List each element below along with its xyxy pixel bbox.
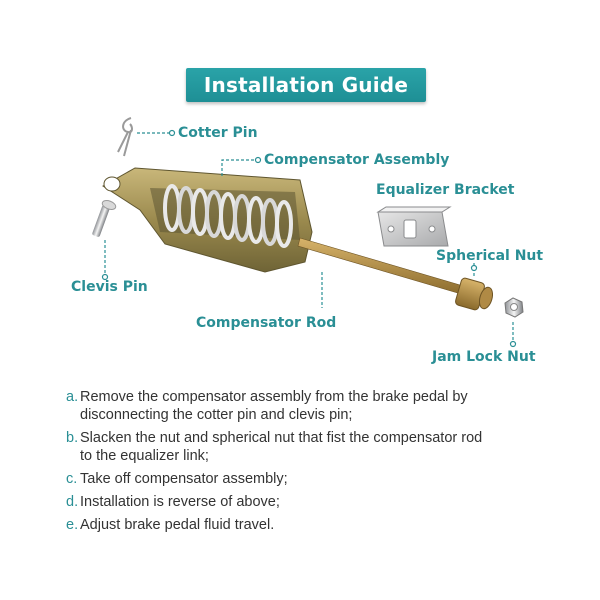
step-e <box>66 516 586 534</box>
label-equalizer-bracket: Equalizer Bracket <box>376 182 515 198</box>
instruction-steps <box>66 388 586 539</box>
step-text-line: Adjust brake pedal fluid travel. <box>80 517 275 533</box>
compensator-rod-illustration <box>298 238 470 296</box>
step-letter: d. <box>66 494 79 510</box>
label-spherical-nut: Spherical Nut <box>436 248 544 264</box>
step-text-line: Slacken the nut and spherical nut that fist the compensator rod <box>80 430 483 446</box>
page-title: Installation Guide <box>203 73 409 97</box>
cotter-pin-illustration <box>118 118 132 156</box>
step-text-line: Installation is reverse of above; <box>80 494 280 510</box>
step-letter: b. <box>66 430 79 446</box>
label-compensator-rod: Compensator Rod <box>196 315 337 331</box>
spherical-nut-illustration <box>455 277 495 311</box>
step-text-line: Take off compensator assembly; <box>80 471 288 487</box>
label-jam-lock-nut: Jam Lock Nut <box>432 349 536 365</box>
label-compensator-assembly: Compensator Assembly <box>264 152 450 168</box>
compensator-assembly-illustration <box>103 168 312 272</box>
equalizer-bracket-illustration <box>378 207 450 246</box>
step-a <box>66 388 586 424</box>
label-clevis-pin: Clevis Pin <box>71 279 148 295</box>
step-text-line: to the equalizer link; <box>80 448 209 464</box>
step-text-line: Remove the compensator assembly from the brake pedal by <box>80 389 468 405</box>
step-c <box>66 470 586 488</box>
step-letter: e. <box>66 517 79 533</box>
label-cotter-pin: Cotter Pin <box>178 125 258 141</box>
step-text-line: disconnecting the cotter pin and clevis pin; <box>80 407 353 423</box>
jam-lock-nut-illustration <box>505 298 523 317</box>
step-letter: a. <box>66 389 79 405</box>
step-b <box>66 429 586 465</box>
clevis-pin-illustration <box>92 199 117 238</box>
step-d <box>66 493 586 511</box>
step-letter: c. <box>66 471 78 487</box>
